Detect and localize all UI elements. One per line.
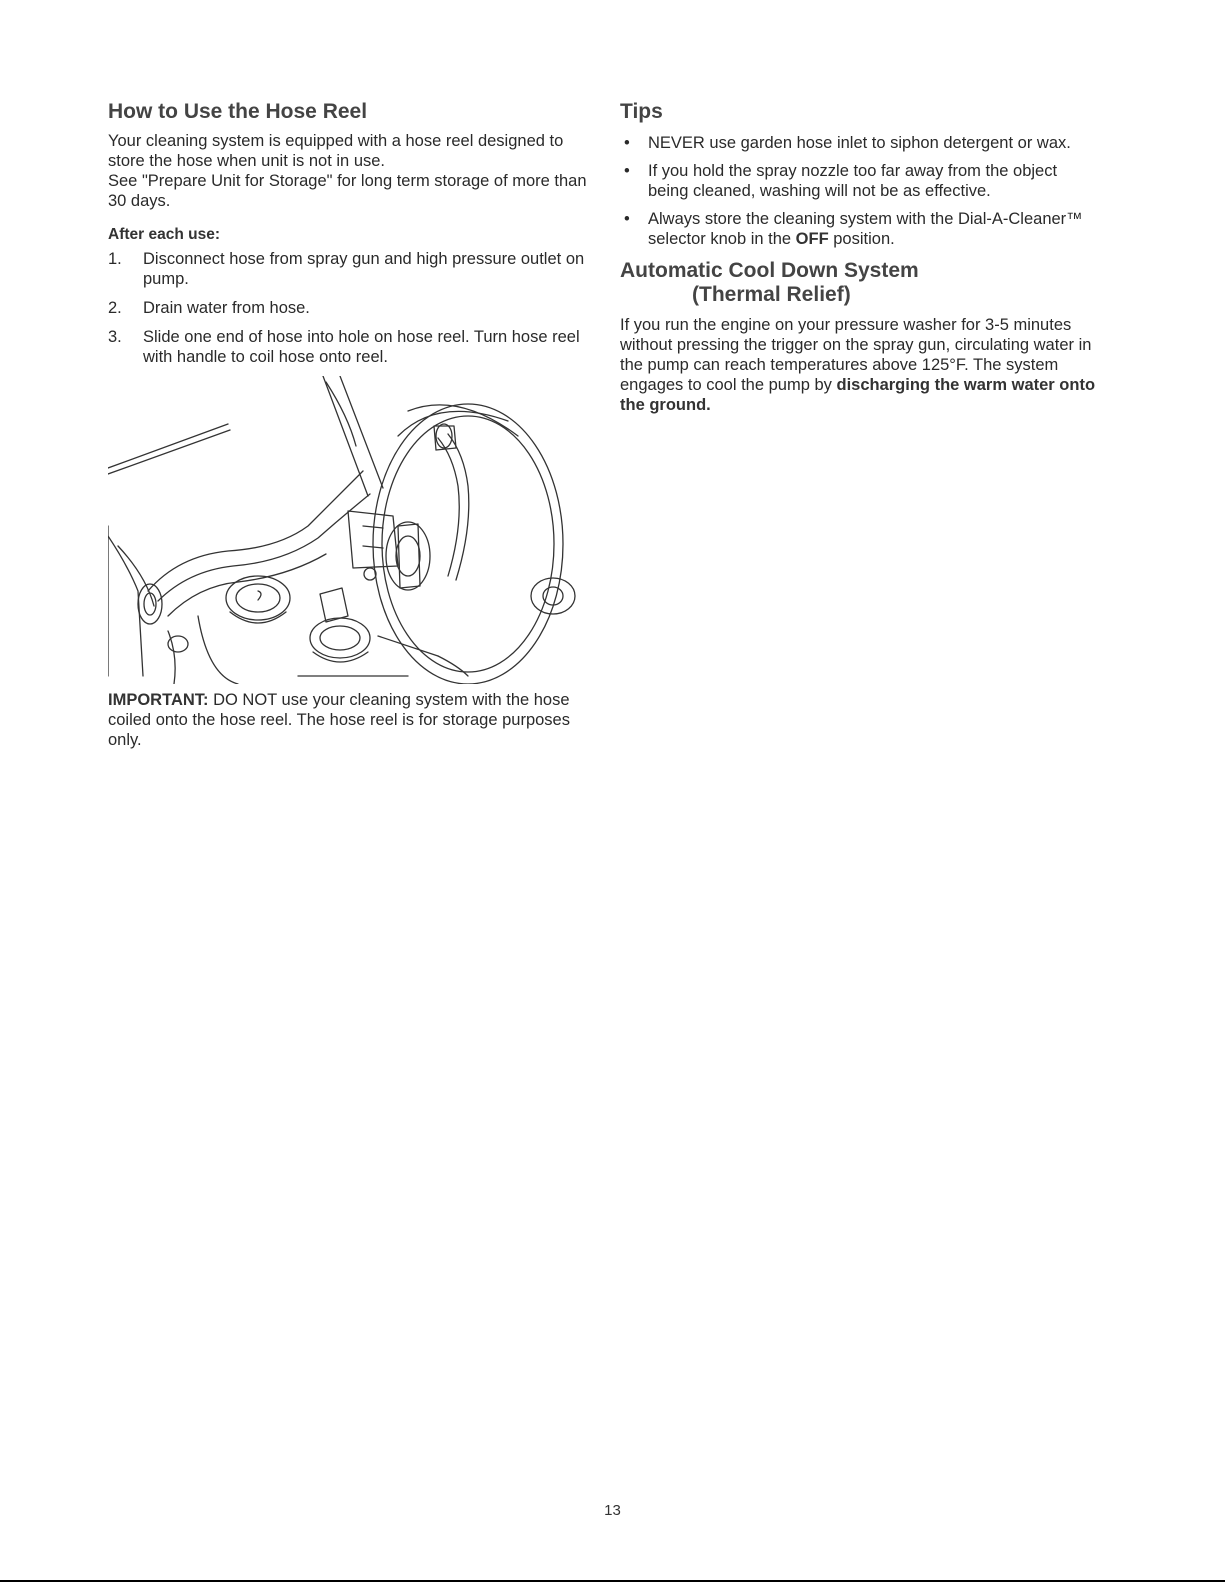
cool-down-heading-line2: (Thermal Relief)	[692, 283, 851, 306]
tip-text: NEVER use garden hose inlet to siphon detergent or wax.	[648, 134, 1071, 152]
step-number: 3.	[108, 328, 122, 346]
tip-item	[620, 161, 1100, 201]
hose-reel-steps	[108, 249, 598, 367]
tip-text-start: Always store the cleaning system with the Dial-A-Cleaner™ selector knob in the	[648, 210, 1083, 248]
cool-down-text	[620, 315, 1100, 415]
hose-reel-heading: How to Use the Hose Reel	[108, 100, 368, 123]
step-number: 1.	[108, 250, 122, 268]
bottom-divider	[0, 1580, 1225, 1582]
cool-down-text-bold: discharging the warm water onto the ground.	[620, 376, 1096, 414]
tips-heading: Tips	[620, 100, 663, 123]
tip-text-end: position.	[828, 230, 895, 248]
left-column	[108, 100, 598, 750]
cool-down-heading	[620, 259, 1100, 307]
important-text: DO NOT use your cleaning system with the hose coiled onto the hose reel. The hose reel is for storage purposes only.	[108, 691, 570, 749]
page-number: 13	[604, 1502, 621, 1519]
hose-reel-intro-1: Your cleaning system is equipped with a hose reel designed to store the hose when unit is not in use.	[108, 132, 564, 170]
hose-reel-intro-2: See "Prepare Unit for Storage" for long term storage of more than 30 days.	[108, 172, 587, 210]
bullet-icon: •	[624, 210, 630, 228]
tip-text: If you hold the spray nozzle too far away from the object being cleaned, washing will not be as effective.	[648, 162, 1058, 200]
hose-reel-illustration	[108, 376, 588, 684]
tip-item	[620, 209, 1100, 249]
off-label: OFF	[795, 230, 829, 248]
bullet-icon: •	[624, 134, 630, 152]
tip-item	[620, 133, 1100, 153]
tip-text	[648, 210, 1083, 248]
bullet-icon: •	[624, 162, 630, 180]
tips-list	[620, 133, 1100, 249]
step-item	[108, 327, 598, 367]
cool-down-heading-line1: Automatic Cool Down System	[620, 259, 919, 282]
after-each-use-label: After each use:	[108, 226, 220, 243]
step-text: Disconnect hose from spray gun and high pressure outlet on pump.	[143, 250, 585, 288]
step-item	[108, 249, 598, 289]
important-label: IMPORTANT:	[108, 691, 209, 709]
right-column	[620, 100, 1100, 415]
step-item	[108, 298, 598, 318]
cool-down-text-start: If you run the engine on your pressure washer for 3-5 minutes without pressing the trigger on the spray gun, circulating water in the pump can reach temperatures above 125°F. The system engages to cool the pump by	[620, 316, 1092, 394]
important-note	[108, 690, 598, 750]
step-text: Slide one end of hose into hole on hose reel. Turn hose reel with handle to coil hose onto reel.	[143, 328, 580, 366]
step-number: 2.	[108, 299, 122, 317]
step-text: Drain water from hose.	[143, 299, 310, 317]
